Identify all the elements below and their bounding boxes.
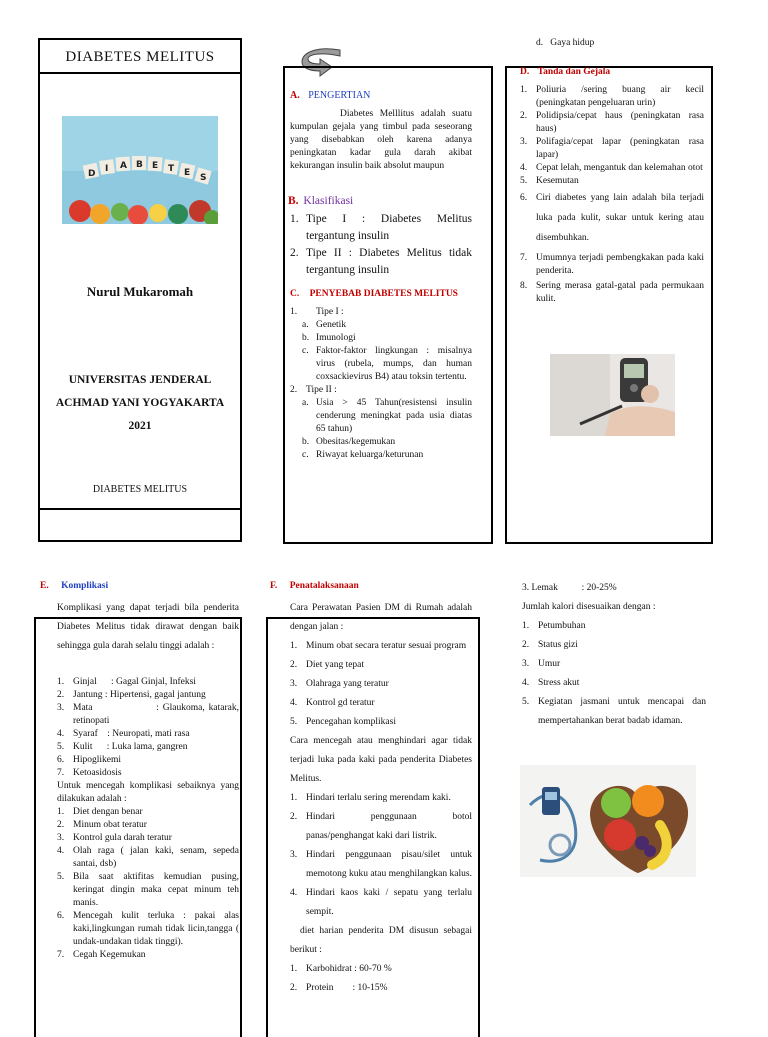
- svg-text:I: I: [105, 164, 109, 174]
- list-item: 1. Hindari terlalu sering merendam kaki.: [290, 793, 451, 803]
- section-e-title: Komplikasi: [61, 581, 109, 591]
- list-item: 5. Bila saat aktifitas kemudian pusing, keringat dingin maka cepat minum teh manis.: [57, 872, 239, 908]
- svg-text:E: E: [152, 161, 159, 171]
- list-item: 1. Ginjal : Gagal Ginjal, Infeksi: [57, 677, 196, 687]
- svg-text:B: B: [136, 160, 143, 170]
- list-item: 2. Jantung : Hipertensi, gagal jantung: [57, 690, 206, 700]
- list-item: a. Genetik: [302, 320, 347, 330]
- list-item: 1. Poliuria /sering buang air kecil (peningkatan pengeluaran urin): [520, 85, 704, 108]
- svg-text:A: A: [120, 161, 127, 171]
- section-c-title: PENYEBAB DIABETES MELITUS: [309, 289, 458, 299]
- list-item: 5. Kesemutan: [520, 176, 579, 186]
- list-item: 3. Polifagia/cepat lapar (peningkatan rasa lapar): [520, 137, 704, 160]
- symptoms-list: [520, 84, 704, 306]
- section-a-text: Diabetes Melllitus adalah suatu kumpulan gejala yang timbul pada seseorang yang disebabkan oleh karena adanya peningkatan kadar gula darah akibat kekurangan insulin baik absolut maupun: [290, 109, 472, 171]
- cover-institution-line1: UNIVERSITAS JENDERAL: [68, 374, 212, 386]
- list-item: 4. Kontrol gd teratur: [290, 698, 375, 708]
- list-item: 3. Mata : Glaukoma, katarak, retinopati: [57, 703, 242, 726]
- kalori-intro: Jumlah kalori disesuaikan dengan :: [522, 602, 656, 612]
- list-item: 2. Protein : 10-15%: [290, 983, 388, 993]
- list-item: 1. Petumbuhan: [522, 621, 586, 631]
- list-item: b. Obesitas/kegemukan: [302, 437, 396, 447]
- list-item: 4. Cepat lelah, mengantuk dan kelemahan otot: [520, 163, 703, 173]
- list-item: 5. Kulit : Luka lama, gangren: [57, 742, 188, 752]
- komplikasi-list: [57, 676, 242, 962]
- cover-panel: [38, 38, 242, 542]
- cover-footer: DIABETES MELITUS: [92, 484, 188, 495]
- list-item: 6. Mencegah kulit terluka : pakai alas kaki,lingkungan rumah tidak licin,tangga ( undak-undakan tidak tinggi).: [57, 911, 239, 947]
- list-item: 2. Status gizi: [522, 640, 578, 650]
- list-item: b. Imunologi: [302, 333, 356, 343]
- type2-label: Tipe II :: [306, 385, 337, 395]
- type1-label: Tipe I :: [316, 307, 344, 317]
- cover-image: [62, 116, 218, 224]
- list-item: 4. Hindari kaos kaki / sepatu yang terlalu sempit.: [290, 888, 472, 917]
- glucose-test-image: [550, 354, 675, 436]
- cover-title: DIABETES MELITUS: [65, 49, 215, 65]
- foot-intro: Cara mencegah atau menghindari agar tidak terjadi luka pada kaki pada penderita Diabetes Melitus.: [290, 736, 472, 784]
- list-item: c. Riwayat keluarga/keturunan: [302, 450, 424, 460]
- section-a-title: PENGERTIAN: [308, 90, 371, 101]
- section-b-list: [290, 211, 472, 279]
- list-item: a. Usia > 45 Tahun(resistensi insulin cenderung meningkat pada usia diatas 65 tahun): [302, 398, 472, 434]
- lemak-line: 3. Lemak : 20-25%: [522, 583, 617, 593]
- gaya-hidup-note: d. Gaya hidup: [536, 38, 595, 48]
- list-item: 4. Stress akut: [522, 678, 580, 688]
- list-item: 3. Umur: [522, 659, 561, 669]
- list-item: 4. Syaraf : Neuropati, mati rasa: [57, 729, 190, 739]
- cover-author: Nurul Mukaromah: [86, 284, 194, 299]
- list-item: 7. Umumnya terjadi pembengkakan pada kaki penderita.: [520, 253, 704, 276]
- list-item: 3. Hindari penggunaan pisau/silet untuk memotong kuku atau menghilangkan kalus.: [290, 850, 472, 879]
- list-item: 6. Hipoglikemi: [57, 755, 122, 765]
- cover-institution-line2: ACHMAD YANI YOGYAKARTA: [55, 397, 225, 409]
- komplikasi-intro: Komplikasi yang dapat terjadi bila penderita Diabetes Melitus tidak dirawat dengan baik sehingga gula darah selalu tinggi adalah :: [57, 603, 239, 651]
- list-item: 1. Minum obat secara teratur sesuai program: [290, 641, 467, 651]
- section-d-title: Tanda dan Gejala: [537, 67, 611, 77]
- management-text: [290, 599, 472, 998]
- list-item: 2. Polidipsia/cepat haus (peningkatan rasa haus): [520, 111, 704, 134]
- section-c-heading: C. PENYEBAB DIABETES MELITUS: [290, 289, 458, 299]
- svg-text:T: T: [168, 164, 175, 174]
- section-f-title: Penatalaksanaan: [289, 581, 359, 591]
- diet-intro: diet harian penderita DM disusun sebagai berikut :: [290, 926, 472, 955]
- list-item: 3. Kontrol gula darah teratur: [57, 833, 172, 843]
- list-item: 1. Karbohidrat : 60-70 %: [290, 964, 392, 974]
- list-item: 6. Ciri diabetes yang lain adalah bila terjadi luka pada kulit, sukar untuk kering atau disembuhkan.: [520, 193, 704, 243]
- calorie-section: [522, 579, 706, 731]
- section-b-title: Klasifikasi: [303, 195, 354, 207]
- list-item: 7. Ketoasidosis: [57, 768, 122, 778]
- svg-text:S: S: [200, 173, 207, 183]
- list-item: 8. Sering merasa gatal-gatal pada permukaan kulit.: [520, 281, 704, 304]
- list-item: 2. Tipe II : Diabetes Melitus tidak tergantung insulin: [290, 247, 472, 276]
- list-item: 2. Hindari penggunaan botol panas/penghangat kaki dari listrik.: [290, 812, 472, 841]
- list-item: 7. Cegah Kegemukan: [57, 950, 146, 960]
- list-item: 1. Tipe I : Diabetes Melitus tergantung insulin: [290, 213, 472, 242]
- care-intro: Cara Perawatan Pasien DM di Rumah adalah dengan jalan :: [290, 603, 472, 632]
- svg-text:E: E: [184, 168, 191, 178]
- section-c-list: 1. Tipe I : a. Genetik b. Imunologi c. Faktor-faktor lingkungan : misalnya virus (rubela, mumps, dan human coxsackievirus B4) atau toksin tertentu. 2. Tipe II : a. Usia > 45 Tahun(resistensi insulin cenderung meningkat pada usia diatas 65 tahun) b. Obesitas/kegemukan c. Riwayat keluarga/keturunan: [290, 307, 472, 460]
- cover-year: 2021: [128, 420, 152, 432]
- list-item: c. Faktor-faktor lingkungan : misalnya virus (rubela, mumps, dan human coxsackievirus B4) atau toksin tertentu.: [302, 346, 472, 382]
- svg-text:D: D: [88, 169, 96, 179]
- list-item: 3. Olahraga yang teratur: [290, 679, 389, 689]
- list-item: 2. Diet yang tepat: [290, 660, 365, 670]
- healthy-food-image: [520, 765, 696, 877]
- section-d-heading: D. Tanda dan Gejala: [520, 67, 611, 77]
- prevent-intro: Untuk mencegah komplikasi sebaiknya yang dilakukan adalah :: [57, 781, 239, 804]
- list-item: 5. Pencegahan komplikasi: [290, 717, 396, 727]
- list-item: 4. Olah raga ( jalan kaki, senam, sepeda santai, dsb): [57, 846, 239, 869]
- section-b-heading: B. Klasifikasi: [288, 195, 354, 207]
- section-a-heading: A. PENGERTIAN: [290, 90, 371, 101]
- section-e-heading: E. Komplikasi: [40, 581, 109, 591]
- list-item: 2. Minum obat teratur: [57, 820, 147, 830]
- list-item: 5. Kegiatan jasmani untuk mencapai dan mempertahankan berat badab idaman.: [522, 697, 706, 726]
- list-item: 1. Diet dengan benar: [57, 807, 143, 817]
- section-f-heading: F. Penatalaksanaan: [270, 581, 359, 591]
